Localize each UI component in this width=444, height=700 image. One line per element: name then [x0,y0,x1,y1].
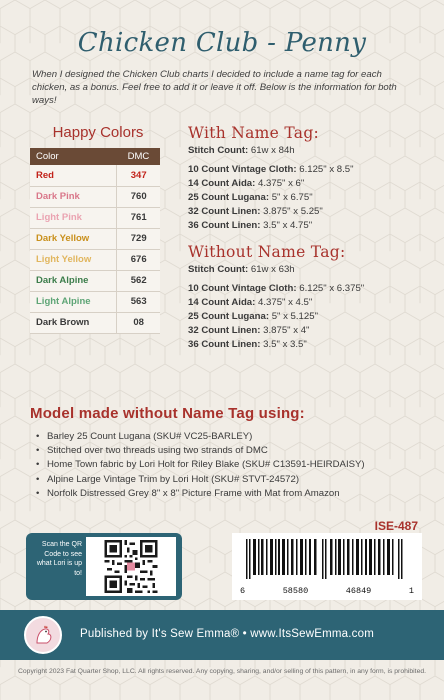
dmc-number: 08 [117,312,160,333]
happy-colors-table [30,148,160,334]
qr-caption: Scan the QR Code to see what Lori is up to! [36,541,82,577]
intro-text: When I designed the Chicken Club charts I decided to include a name tag for each chicken, as a bonus. Feel free to add it or leave it off. Below is the information for both ways! [32,69,397,106]
spec-label: 25 Count Lugana: [188,311,270,322]
color-name: Red [30,165,117,186]
copyright-text: Copyright 2023 Fat Quarter Shop, LLC. All rights reserved. Any copying, sharing, and/or selling of this pattern, in any form, is prohibited. [17,668,427,675]
spec-value: 4.375" x 6" [258,178,305,189]
with-tag-size-row [188,178,304,189]
spec-value: 6.125" x 6.375" [299,283,365,294]
table-row [30,165,160,186]
table-row [30,291,160,312]
table-row [30,312,160,333]
with-tag-size-row [188,220,312,231]
color-name: Dark Brown [30,312,117,333]
dmc-column-header: DMC [117,148,160,165]
its-sew-emma-logo-icon [24,616,62,654]
spec-label: 36 Count Linen: [188,339,261,350]
color-name: Dark Alpine [30,270,117,291]
with-name-tag-heading: With Name Tag: [188,124,320,142]
table-row [30,186,160,207]
table-row [30,207,160,228]
list-item: • Stitched over two threads using two strands of DMC [36,444,426,458]
spec-label: 14 Count Aida: [188,178,256,189]
dmc-number: 760 [117,186,160,207]
barcode-digit: 46849 [345,586,372,596]
without-tag-stitch-count [188,264,295,275]
happy-colors-title: Happy Colors [52,124,144,141]
dmc-number: 676 [117,249,160,270]
color-name: Dark Pink [30,186,117,207]
spec-label: 32 Count Linen: [188,206,261,217]
spec-value: 5" x 6.75" [271,192,313,203]
model-heading: Model made without Name Tag using: [30,405,305,422]
dmc-number: 347 [117,165,160,186]
list-item: • Barley 25 Count Lugana (SKU# VC25-BARLEY) [36,430,426,444]
barcode-bars-icon [242,539,412,579]
color-name: Light Alpine [30,291,117,312]
spec-label: 32 Count Linen: [188,325,261,336]
dmc-number: 563 [117,291,160,312]
dmc-number: 761 [117,207,160,228]
color-name: Light Yellow [30,249,117,270]
footer-band [0,610,444,660]
without-tag-size-row [188,325,309,336]
with-tag-stitch-count [188,145,295,156]
spec-label: 10 Count Vintage Cloth: [188,164,297,175]
with-tag-size-row [188,192,313,203]
without-tag-size-row [188,339,307,350]
spec-value: 3.5" x 4.75" [263,220,313,231]
barcode-digit: 1 [408,586,414,596]
spec-value: 3.875" x 4" [263,325,310,336]
without-tag-size-row [188,311,318,322]
page-title: Chicken Club - Penny [77,28,367,58]
barcode-digits [240,586,414,596]
spec-label: Stitch Count: [188,264,249,275]
spec-value: 61w x 63h [250,264,295,275]
table-header-row [30,148,160,165]
spec-label: 14 Count Aida: [188,297,256,308]
without-name-tag-heading: Without Name Tag: [188,243,346,261]
table-row [30,270,160,291]
dmc-number: 729 [117,228,160,249]
color-column-header: Color [30,148,117,165]
spec-value: 4.375" x 4.5" [258,297,313,308]
without-tag-size-row [188,297,312,308]
without-tag-size-row [188,283,364,294]
spec-value: 3.5" x 3.5" [263,339,307,350]
spec-label: Stitch Count: [188,145,249,156]
table-row [30,249,160,270]
list-item: • Norfolk Distressed Grey 8" x 8" Picture Frame with Mat from Amazon [36,487,426,501]
barcode-digit: 6 [240,586,246,596]
model-materials-list [36,430,426,501]
color-name: Light Pink [30,207,117,228]
spec-label: 10 Count Vintage Cloth: [188,283,297,294]
list-item: • Home Town fabric by Lori Holt for Riley Blake (SKU# C13591-HEIRDAISY) [36,458,426,472]
list-item: • Alpine Large Vintage Trim by Lori Holt (SKU# STVT-24572) [36,473,426,487]
spec-label: 25 Count Lugana: [188,192,270,203]
spec-value: 61w x 84h [250,145,295,156]
dmc-number: 562 [117,270,160,291]
spec-value: 5" x 5.125" [271,311,318,322]
spec-value: 3.875" x 5.25" [263,206,323,217]
table-row [30,228,160,249]
spec-label: 36 Count Linen: [188,220,261,231]
with-tag-size-row [188,164,354,175]
product-sku: ISE-487 [374,519,418,533]
barcode-digit: 58580 [282,586,309,596]
color-name: Dark Yellow [30,228,117,249]
spec-value: 6.125" x 8.5" [299,164,354,175]
with-tag-size-row [188,206,323,217]
publisher-text: Published by It's Sew Emma® • www.ItsSewEmma.com [80,628,374,640]
qr-panel [26,533,182,600]
qr-code-icon[interactable] [86,537,176,596]
barcode [232,533,422,600]
